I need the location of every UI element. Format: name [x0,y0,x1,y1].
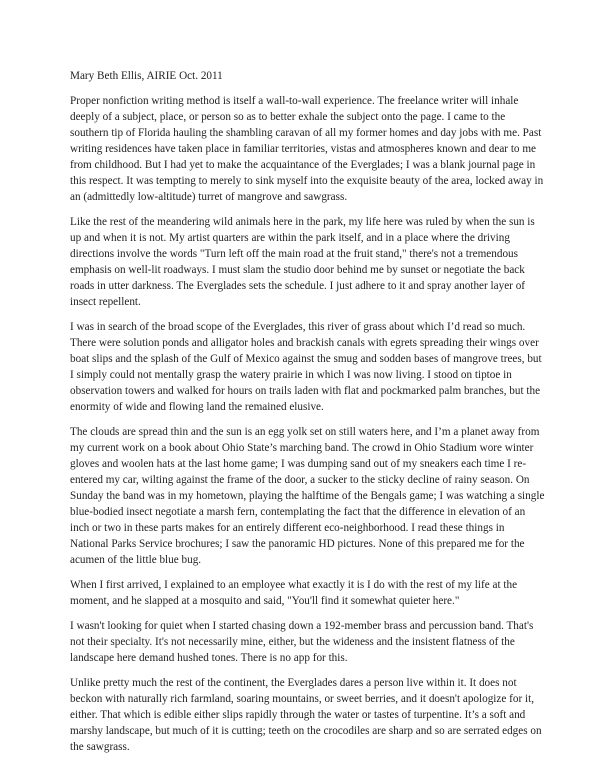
paragraph-7: Unlike pretty much the rest of the continent, the Everglades dares a person live within it. It does not beckon with naturally rich farmland, soaring mountains, or sweet berries, and it doesn't apologize for it, either. That which is edible either slips rapidly through the water or tastes of turpentine. It’s a soft and marshy landscape, but much of it is cutting; teeth on the crocodiles are sharp and so are serrated edges on the sawgrass. [70,677,542,753]
document-page [70,68,545,764]
paragraph-5: When I first arrived, I explained to an employee what exactly it is I do with the rest of my life at the moment, and he slapped at a mosquito and said, "You'll find it somewhat quieter here." [70,579,518,607]
byline: Mary Beth Ellis, AIRIE Oct. 2011 [70,70,223,82]
paragraph-2: Like the rest of the meandering wild animals here in the park, my life here was ruled by when the sun is up and when it is not. My artist quarters are within the park itself, and in a place where the driving directions involve the words "Turn left off the main road at the fruit stand," there's not a tremendous emphasis on well-lit roadways. I must slam the studio door behind me by sunset or negotiate the back roads in utter darkness. The Everglades sets the schedule. I just adhere to it and spray another layer of insect repellent. [70,216,535,308]
paragraph-4: The clouds are spread thin and the sun is an egg yolk set on still waters here, and I’m a planet away from my current work on a book about Ohio State’s marching band. The crowd in Ohio Stadium wore winter gloves and woolen hats at the last home game; I was dumping sand out of my sneakers each time I re-entered my car, wilting against the frame of the door, a sucker to the sticky decline of rainy season. On Sunday the band was in my hometown, playing the halftime of the Bengals game; I was watching a single blue-bodied insect negotiate a marsh fern, contemplating the fact that the difference in elevation of an inch or two in these parts makes for an entirely different eco-neighborhood. I read these things in National Parks Service brochures; I saw the panoramic HD pictures. None of this prepared me for the acumen of the little blue bug. [70,426,545,566]
paragraph-3: I was in search of the broad scope of the Everglades, this river of grass about which I’d read so much. There were solution ponds and alligator holes and brackish canals with egrets spreading their wings over boat slips and the splash of the Gulf of Mexico against the smug and sodden bases of mangrove trees, but I simply could not mentally grasp the watery prairie in which I was now living. I stood on tiptoe in observation towers and walked for hours on trails laden with flat and pockmarked palm branches, but the enormity of wide and flowing land the remained elusive. [70,321,542,413]
paragraph-1: Proper nonfiction writing method is itself a wall-to-wall experience. The freelance writer will inhale deeply of a subject, place, or person so as to better exhale the subject onto the page. I came to the southern tip of Florida hauling the shambling caravan of all my former homes and day jobs with me. Past writing residences have taken place in familiar territories, vistas and atmospheres known and dear to me from childhood. But I had yet to make the acquaintance of the Everglades; I was a blank journal page in this respect. It was tempting to merely to sink myself into the exquisite beauty of the area, locked away in an (admittedly low-altitude) turret of mangrove and sawgrass. [70,95,544,203]
paragraph-6: I wasn't looking for quiet when I started chasing down a 192-member brass and percussion band. That's not their specialty. It's not necessarily mine, either, but the wideness and the insistent flatness of the landscape here demand hushed tones. There is no app for this. [70,620,534,664]
